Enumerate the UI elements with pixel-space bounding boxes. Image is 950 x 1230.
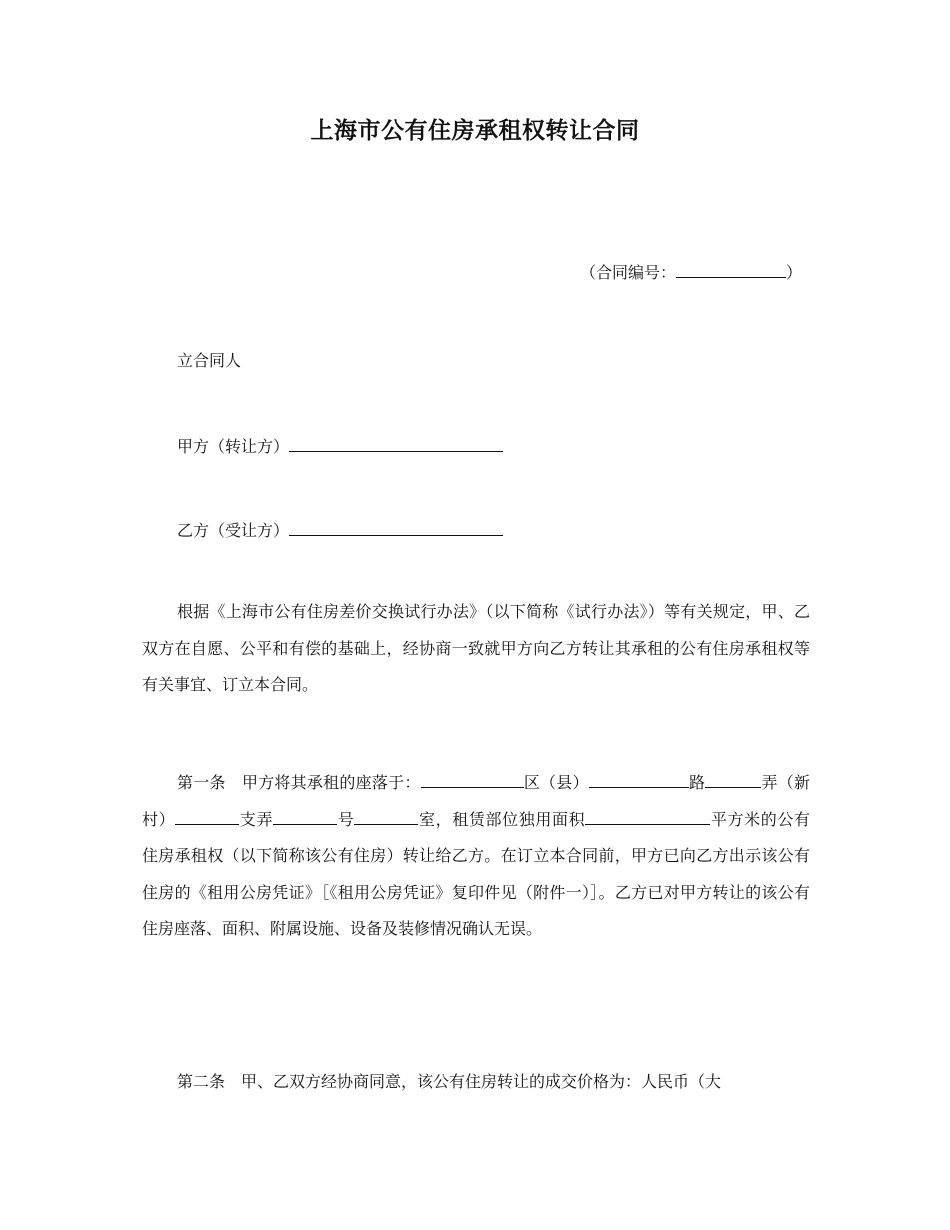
contract-number-blank[interactable]: [676, 262, 786, 278]
party-b-blank[interactable]: [289, 520, 503, 536]
article-1-text-1: 第一条 甲方将其承租的座落于：: [177, 773, 421, 792]
party-a-blank[interactable]: [289, 436, 503, 452]
party-a-line: [177, 434, 503, 457]
article-1-text-2: 区（县）: [523, 773, 589, 792]
article-1-text-6: 号: [337, 809, 355, 829]
article-1-text-5: 支弄: [239, 809, 274, 829]
article-1-text-8: 平方米的公有住房承租权（以下简称该公有住房）转让给乙方。在订立本合同前，甲方已向乙方出示该公有住房的《租用公房凭证》［《租用公房凭证》复印件见（附件一）］。乙方已对甲方转让的该公有住房座落、面积、附属设施、设备及装修情况确认无误。: [142, 809, 810, 938]
article-1-text-4: 弄（新村）: [142, 773, 810, 829]
contract-number: [580, 260, 802, 283]
district-blank[interactable]: [421, 772, 524, 788]
room-blank[interactable]: [354, 809, 418, 825]
party-a-label: 甲方（转让方）: [177, 437, 290, 456]
lane-blank[interactable]: [705, 772, 761, 788]
area-blank[interactable]: [585, 809, 710, 825]
article-1-text-7: 室，租赁部位独用面积: [418, 809, 586, 829]
contract-number-label: （合同编号：: [579, 263, 676, 282]
number-blank[interactable]: [273, 809, 337, 825]
intro-paragraph: 根据《上海市公有住房差价交换试行办法》（以下简称《试行办法》）等有关规定，甲、乙双方在自愿、公平和有偿的基础上，经协商一致就甲方向乙方转让其承租的公有住房承租权等有关事宜、订立本合同。: [142, 602, 810, 694]
party-b-label: 乙方（受让方）: [177, 521, 290, 540]
party-b-line: [177, 518, 503, 541]
parties-heading: 立合同人: [177, 351, 242, 370]
road-blank[interactable]: [589, 772, 689, 788]
document-title: 上海市公有住房承租权转让合同: [310, 118, 640, 144]
article-2: 第二条 甲、乙双方经协商同意，该公有住房转让的成交价格为：人民币（大: [177, 1072, 722, 1091]
contract-number-close: ）: [785, 263, 802, 282]
article-1-text-3: 路: [688, 773, 706, 792]
article-1: [142, 765, 810, 948]
sub-lane-blank[interactable]: [175, 809, 239, 825]
